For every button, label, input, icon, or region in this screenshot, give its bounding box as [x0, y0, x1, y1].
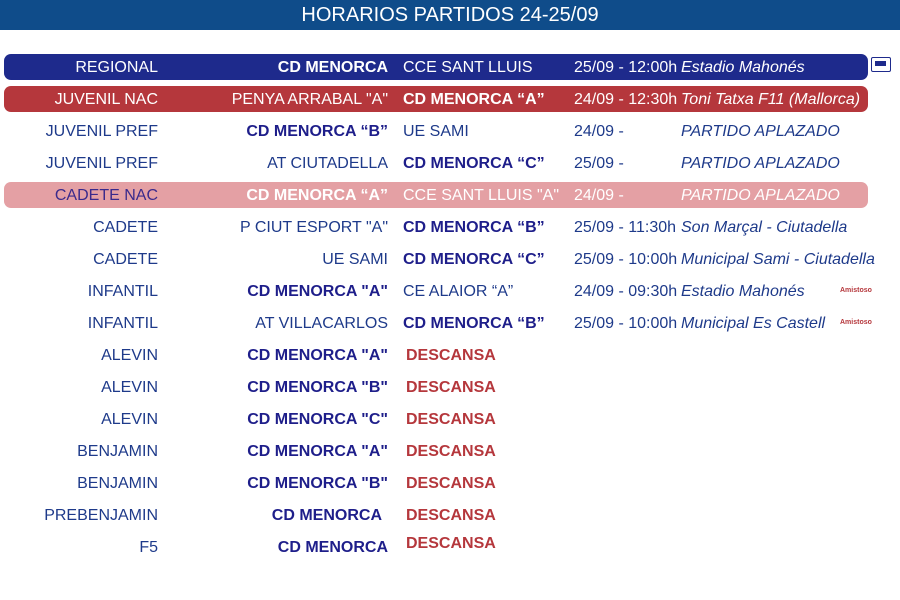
home-team: CD MENORCA "A" [247, 347, 388, 364]
match-venue: PARTIDO APLAZADO [681, 155, 840, 172]
rest-label: DESCANSA [406, 535, 496, 552]
match-venue: Son Marçal - Ciutadella [681, 219, 848, 236]
home-team: UE SAMI [322, 251, 388, 268]
match-venue: PARTIDO APLAZADO [681, 187, 840, 204]
away-team: CD MENORCA “B” [403, 315, 545, 332]
rest-label: DESCANSA [406, 347, 496, 364]
match-datetime: 25/09 - 11:30h [574, 219, 677, 236]
away-team: UE SAMI [403, 123, 469, 140]
category-label: ALEVIN [101, 379, 158, 396]
match-row [0, 308, 900, 340]
category-label: CADETE [93, 219, 158, 236]
match-datetime: 24/09 - [574, 123, 624, 140]
match-row [0, 404, 900, 436]
home-team: CD MENORCA [271, 507, 382, 524]
away-team: CE ALAIOR “A” [403, 283, 514, 300]
match-datetime: 24/09 - 09:30h [574, 283, 678, 300]
category-label: BENJAMIN [77, 475, 158, 492]
match-venue: PARTIDO APLAZADO [681, 123, 840, 140]
match-venue: Toni Tatxa F11 (Mallorca) [681, 91, 861, 108]
match-row [0, 84, 900, 116]
rest-label: DESCANSA [406, 475, 496, 492]
match-venue: Estadio Mahonés [681, 283, 805, 300]
match-venue: Estadio Mahonés [681, 59, 805, 76]
home-team: P CIUT ESPORT "A" [240, 219, 388, 236]
match-venue: Municipal Es Castell [681, 315, 826, 332]
rest-label: DESCANSA [406, 443, 496, 460]
match-row [0, 244, 900, 276]
match-datetime: 25/09 - 10:00h [574, 315, 678, 332]
category-label: INFANTIL [87, 283, 158, 300]
match-row [0, 532, 900, 564]
match-datetime: 24/09 - [574, 187, 624, 204]
match-row [0, 52, 900, 84]
home-team: CD MENORCA [277, 59, 388, 76]
category-label: INFANTIL [87, 315, 158, 332]
home-team: CD MENORCA “A” [246, 187, 388, 204]
home-team: CD MENORCA “B” [246, 123, 388, 140]
rest-label: DESCANSA [406, 507, 496, 524]
match-row [0, 340, 900, 372]
match-datetime: 25/09 - [574, 155, 624, 172]
home-team: CD MENORCA [277, 539, 388, 556]
match-row [0, 212, 900, 244]
match-datetime: 25/09 - 10:00h [574, 251, 678, 268]
away-team: CCE SANT LLUIS [403, 59, 533, 76]
category-label: F5 [139, 539, 158, 556]
rest-label: DESCANSA [406, 411, 496, 428]
away-team: CD MENORCA “C” [403, 251, 545, 268]
home-team: CD MENORCA "B" [247, 475, 388, 492]
category-label: BENJAMIN [77, 443, 158, 460]
category-label: ALEVIN [101, 347, 158, 364]
match-datetime: 25/09 - 12:00h [574, 59, 678, 76]
friendly-tag: Amistoso [840, 287, 872, 294]
home-team: CD MENORCA "B" [247, 379, 388, 396]
home-team: AT CIUTADELLA [267, 155, 388, 172]
category-label: CADETE NAC [54, 187, 158, 204]
away-team: CD MENORCA “C” [403, 155, 545, 172]
category-label: REGIONAL [75, 59, 158, 76]
away-team: CCE SANT LLUIS "A" [403, 187, 559, 204]
home-team: CD MENORCA "A" [247, 443, 388, 460]
rest-label: DESCANSA [406, 379, 496, 396]
category-label: JUVENIL PREF [45, 155, 158, 172]
home-team: AT VILLACARLOS [255, 315, 388, 332]
category-label: JUVENIL PREF [45, 123, 158, 140]
match-row [0, 116, 900, 148]
match-row [0, 372, 900, 404]
home-team: CD MENORCA "C" [247, 411, 388, 428]
category-label: ALEVIN [101, 411, 158, 428]
page-title: HORARIOS PARTIDOS 24-25/09 [0, 0, 900, 30]
match-row [0, 468, 900, 500]
match-datetime: 24/09 - 12:30h [574, 91, 678, 108]
tv-icon [871, 57, 891, 72]
category-label: JUVENIL NAC [54, 91, 158, 108]
home-team: CD MENORCA "A" [247, 283, 388, 300]
home-team: PENYA ARRABAL "A" [231, 91, 388, 108]
category-label: CADETE [93, 251, 158, 268]
match-row [0, 276, 900, 308]
match-row [0, 148, 900, 180]
match-row [0, 180, 900, 212]
match-row [0, 436, 900, 468]
away-team: CD MENORCA “B” [403, 219, 545, 236]
friendly-tag: Amistoso [840, 319, 872, 326]
match-venue: Municipal Sami - Ciutadella [681, 251, 875, 268]
category-label: PREBENJAMIN [44, 507, 158, 524]
away-team: CD MENORCA “A” [403, 91, 545, 108]
schedule-list [0, 52, 900, 564]
